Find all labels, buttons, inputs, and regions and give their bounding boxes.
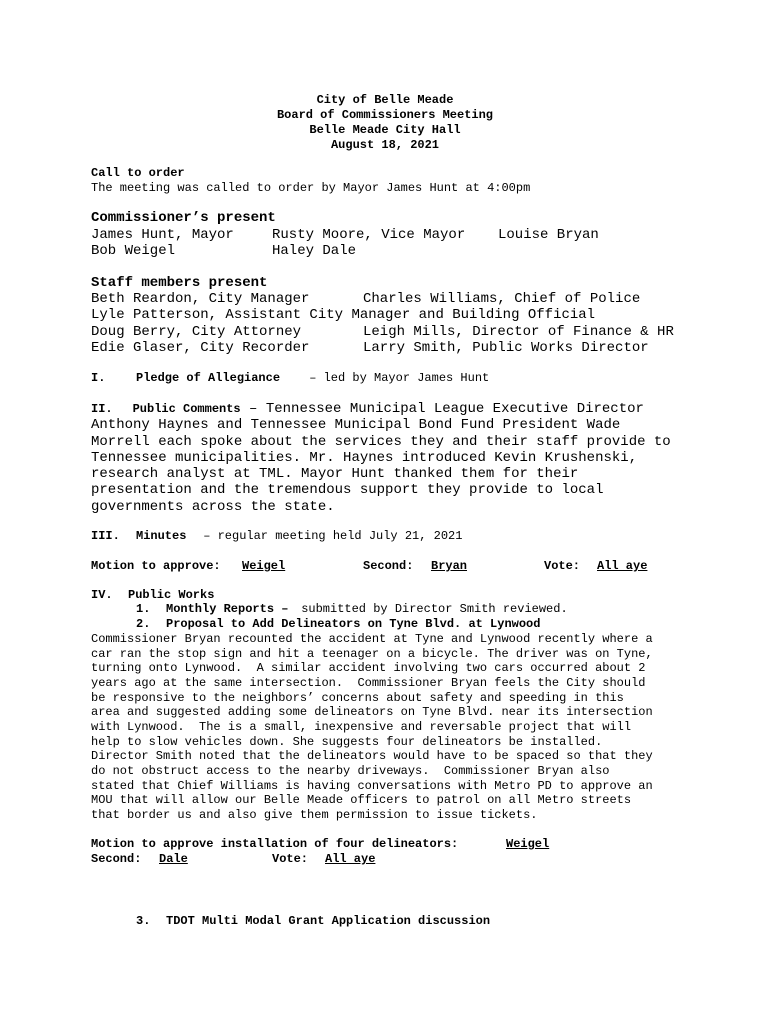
subitem-3 [136, 914, 491, 929]
vote-label: Vote: [544, 559, 581, 573]
subitem-text: submitted by Director Smith reviewed. [294, 602, 568, 616]
staff-member: Edie Glaser, City Recorder [91, 340, 310, 356]
subitem-number: 1. [136, 602, 151, 616]
subitem-1 [136, 602, 568, 617]
call-to-order-text: The meeting was called to order by Mayor James Hunt at 4:00pm [91, 181, 531, 195]
paragraph-line: years ago at the same intersection. Commissioner Bryan feels the City should [91, 676, 646, 690]
commissioner-name: Haley Dale [272, 243, 357, 259]
item-title: Pledge of Allegiance [136, 371, 281, 385]
item-number: III. [91, 529, 120, 543]
paragraph-line: that border us and also give them permission to issue tickets. [91, 808, 538, 822]
staff-member: Larry Smith, Public Works Director [363, 340, 649, 356]
item-title: Public Comments [132, 402, 241, 416]
paragraph-line: area and suggested adding some delineators on Tyne Blvd. near its intersection [91, 705, 653, 719]
commissioner-name: Bob Weigel [91, 243, 176, 259]
subitem-number: 3. [136, 914, 151, 928]
agenda-item-2 [91, 401, 681, 515]
second-value: Dale [159, 852, 188, 866]
item-title: Minutes [136, 529, 187, 543]
staff-member: Lyle Patterson, Assistant City Manager and Building Official [91, 307, 596, 323]
paragraph-line: MOU that will allow our Belle Meade officers to patrol on all Metro streets [91, 793, 632, 807]
item-number: I. [91, 371, 106, 385]
header-line-1: City of Belle Meade [316, 93, 454, 107]
commissioner-name: James Hunt, Mayor [91, 227, 234, 243]
paragraph-line: be responsive to the neighbors’ concerns about safety and speeding in this [91, 691, 624, 705]
staff-member: Charles Williams, Chief of Police [363, 291, 641, 307]
agenda-item-1 [91, 371, 490, 386]
paragraph-line: stated that Chief Williams is having conversations with Metro PD to approve an [91, 779, 653, 793]
paragraph-line: Director Smith noted that the delineators would have to be spaced so that they [91, 749, 653, 763]
item-title: Public Works [128, 588, 215, 602]
header-line-4: August 18, 2021 [330, 138, 440, 152]
paragraph-line: Commissioner Bryan recounted the accident at Tyne and Lynwood recently where a [91, 632, 653, 646]
subitem-title: TDOT Multi Modal Grant Application discussion [166, 914, 491, 928]
paragraph-line: help to slow vehicles down. She suggests four delineators be installed. [91, 735, 603, 749]
second-label: Second: [91, 852, 142, 866]
call-to-order-heading: Call to order [91, 166, 185, 180]
subitem-title: Monthly Reports – [166, 602, 289, 616]
commissioners-heading: Commissioner’s present [91, 210, 276, 226]
header-line-2: Board of Commissioners Meeting [276, 108, 494, 122]
subitem-number: 2. [136, 617, 151, 631]
item-number: II. [91, 402, 113, 416]
header-line-3: Belle Meade City Hall [309, 123, 461, 137]
staff-member: Doug Berry, City Attorney [91, 324, 302, 340]
motion-value: Weigel [506, 837, 550, 851]
motion-label: Motion to approve installation of four delineators: [91, 837, 459, 851]
paragraph-line: car ran the stop sign and hit a teenager on a bicycle. The driver was on Tyne, [91, 647, 653, 661]
item-text: – regular meeting held July 21, 2021 [196, 529, 463, 543]
paragraph-line: with Lynwood. The is a small, inexpensive and reversable project that will [91, 720, 632, 734]
paragraph-line: do not obstruct access to the nearby driveways. Commissioner Bryan also [91, 764, 610, 778]
item-number: IV. [91, 588, 113, 602]
second-value: Bryan [431, 559, 468, 573]
commissioner-name: Louise Bryan [498, 227, 599, 243]
vote-value: All aye [325, 852, 376, 866]
item-text: – led by Mayor James Hunt [302, 371, 490, 385]
staff-member: Leigh Mills, Director of Finance & HR [363, 324, 674, 340]
paragraph-line: turning onto Lynwood. A similar accident involving two cars occurred about 2 [91, 661, 646, 675]
subitem-2 [136, 617, 541, 632]
item-text: – Tennessee Municipal League Executive Director Anthony Haynes and Tennessee Municipal Bond Fund President Wade Morrell each spoke about the services they and their staff provide to Tennessee municipalities. Mr. Haynes introduced Kevin Krushenski, research analyst at TML. Mayor Hunt thanked them for their presentation and the tremendous support they provide to local governments across the state. [91, 401, 671, 515]
agenda-item-3 [91, 529, 463, 544]
staff-member: Beth Reardon, City Manager [91, 291, 310, 307]
commissioner-name: Rusty Moore, Vice Mayor [272, 227, 466, 243]
subitem-title: Proposal to Add Delineators on Tyne Blvd. at Lynwood [166, 617, 541, 631]
vote-value: All aye [597, 559, 648, 573]
vote-label: Vote: [272, 852, 309, 866]
motion-label: Motion to approve: [91, 559, 221, 573]
second-label: Second: [363, 559, 414, 573]
staff-heading: Staff members present [91, 275, 268, 291]
motion-value: Weigel [242, 559, 286, 573]
